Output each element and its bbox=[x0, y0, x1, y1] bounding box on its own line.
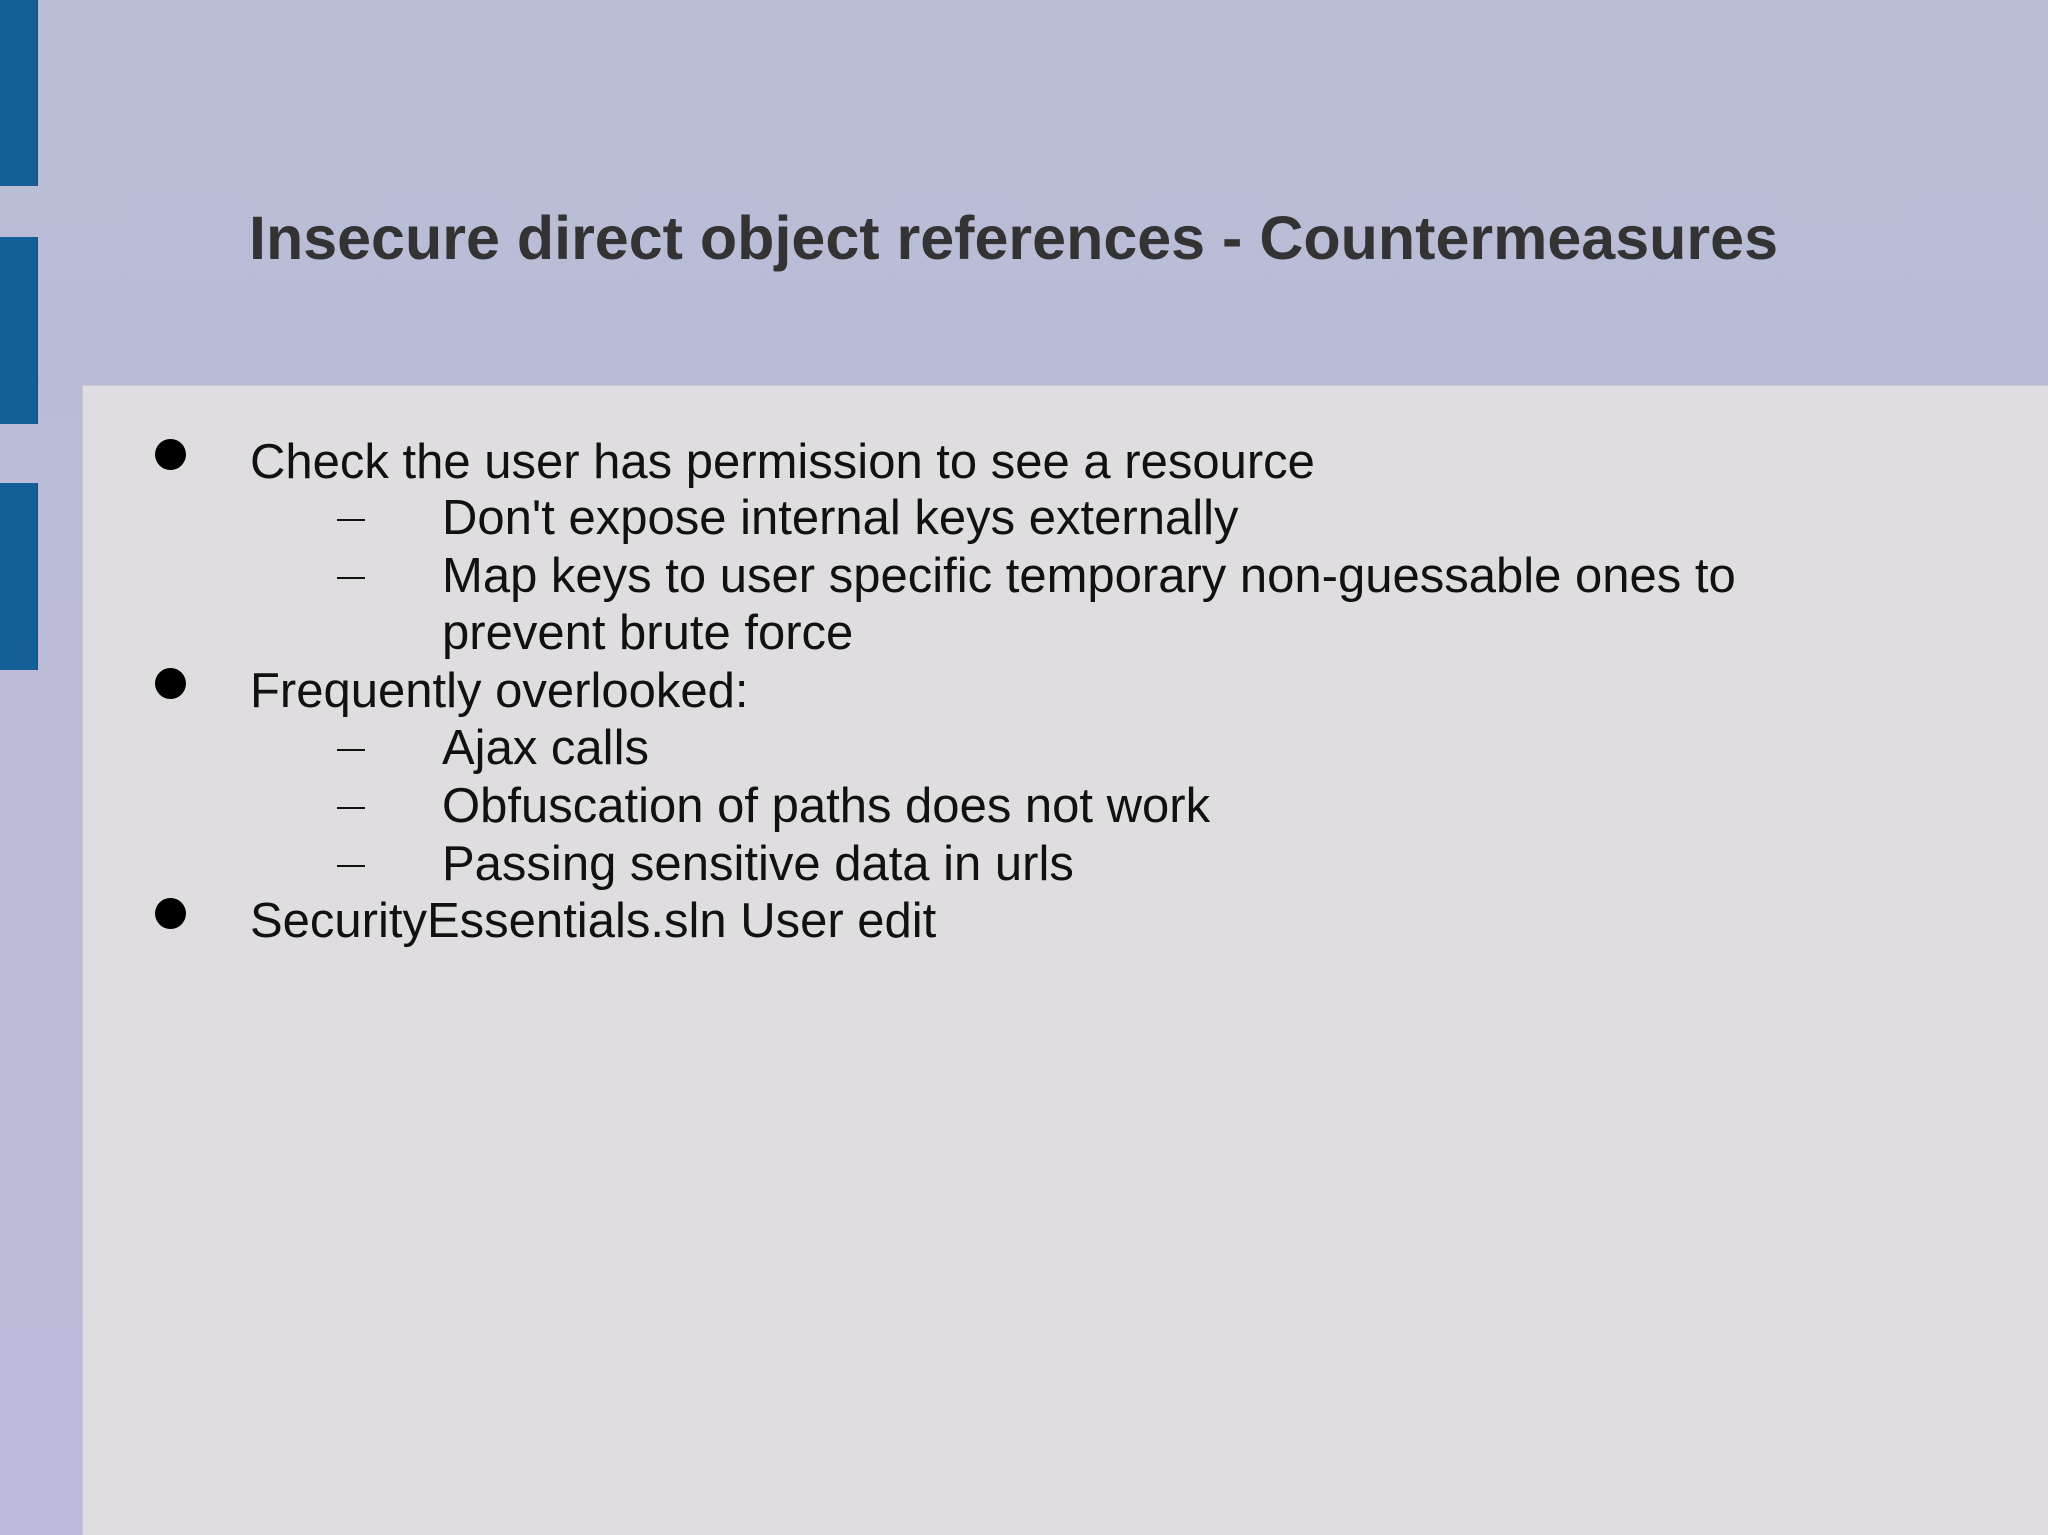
dash-icon bbox=[337, 749, 365, 751]
bullet-item-1-text: Check the user has permission to see a resource bbox=[250, 435, 1315, 489]
subbullet-2-1-text: Ajax calls bbox=[442, 721, 649, 775]
left-accent-bar-bottom bbox=[0, 483, 38, 670]
subbullet-1-1-text: Don't expose internal keys externally bbox=[442, 491, 1239, 545]
subbullet-2-3-text: Passing sensitive data in urls bbox=[442, 837, 1074, 891]
bullet-dot-icon bbox=[155, 898, 186, 929]
dash-icon bbox=[337, 519, 365, 521]
subbullet-2-2-text: Obfuscation of paths does not work bbox=[442, 779, 1211, 833]
dash-icon bbox=[337, 577, 365, 579]
subbullet-1-2-text: Map keys to user specific temporary non-guessable ones to bbox=[442, 549, 1736, 603]
slide-title: Insecure direct object references - Countermeasures bbox=[249, 204, 1778, 272]
content-panel bbox=[82, 385, 2048, 1535]
dash-icon bbox=[337, 865, 365, 867]
bullet-item-3-text: SecurityEssentials.sln User edit bbox=[250, 894, 937, 948]
bullet-item-2-text: Frequently overlooked: bbox=[250, 664, 749, 718]
bullet-dot-icon bbox=[155, 439, 186, 470]
bullet-list bbox=[83, 386, 2048, 1535]
left-accent-bar-middle bbox=[0, 237, 38, 424]
left-accent-bar-top bbox=[0, 0, 38, 186]
subbullet-1-2-continuation-text: prevent brute force bbox=[442, 606, 854, 660]
dash-icon bbox=[337, 807, 365, 809]
bullet-dot-icon bbox=[155, 668, 186, 699]
